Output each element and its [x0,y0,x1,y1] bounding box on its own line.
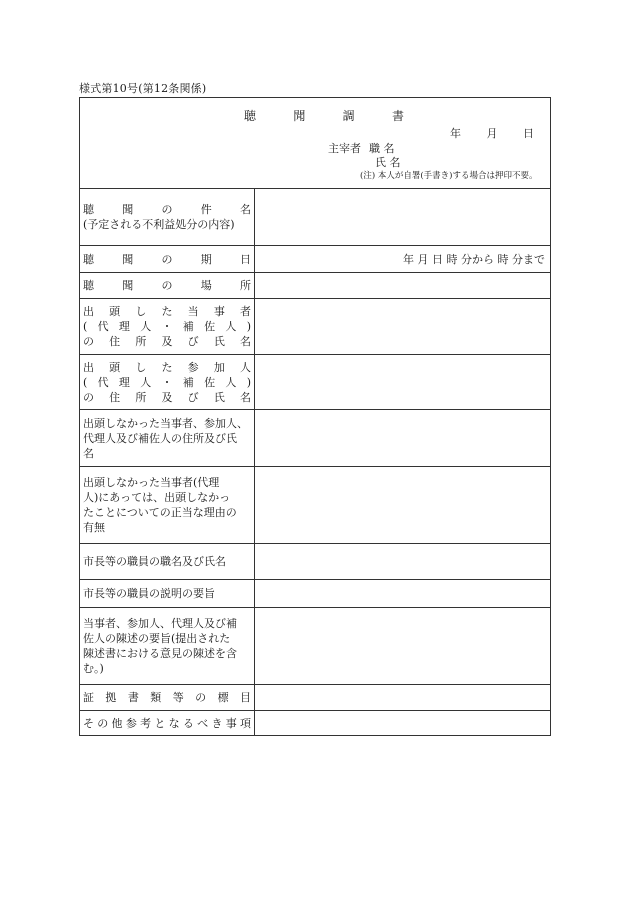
row-value[interactable] [255,467,550,543]
row-value[interactable] [255,685,550,710]
row-label-line: 名 [83,446,94,460]
row-label-line: む。) [83,662,104,675]
row-value[interactable] [255,299,550,354]
form-number-label: 様式第10号(第12条関係) [79,82,207,95]
row-value[interactable] [255,410,550,466]
table-row [80,608,550,685]
row-label-line: 出頭した参加人 [83,360,251,374]
presider-post-label: 職 名 [369,142,395,155]
row-label [80,355,255,409]
row-label [80,580,255,607]
row-label [80,685,255,710]
table-row [80,355,550,410]
table-row [80,273,550,299]
row-label-line: 市長等の職員の説明の要旨 [83,587,215,600]
row-label-line: 聴聞の期日 [83,252,251,266]
row-label-line: たことについての正当な理由の [83,506,237,519]
row-value[interactable] [255,580,550,607]
row-label-line: (予定される不利益処分の内容) [83,218,235,231]
row-label-line: 当事者、参加人、代理人及び補 [83,617,237,630]
row-label [80,273,255,298]
row-value[interactable] [255,544,550,579]
hearing-date-value[interactable]: 年 月 日 時 分から 時 分まで [403,253,545,266]
presider-name-label: 氏 名 [375,156,401,169]
row-value[interactable] [255,273,550,298]
row-label [80,410,255,466]
document-title: 聴聞調書 [244,109,404,123]
row-label [80,608,255,684]
row-label-line: 市長等の職員の職名及び氏名 [83,555,226,568]
table-row [80,685,550,711]
row-label-line: 佐人の陳述の要旨(提出された [83,632,231,645]
form-rows [80,189,550,736]
table-row [80,189,550,246]
row-label-line: 陳述書における意見の陳述を含 [83,647,237,660]
date-line: 年月日 [450,127,534,140]
table-row [80,246,550,273]
row-value[interactable] [255,711,550,736]
row-value[interactable] [255,608,550,684]
form-header [80,98,550,189]
row-label-line: 聴聞の場所 [83,279,251,292]
seal-note: (注) 本人が自署(手書き)する場合は押印不要。 [360,171,538,181]
table-row [80,299,550,355]
table-row [80,467,550,544]
row-label-line: 出頭した当事者 [83,305,251,318]
row-value[interactable] [255,189,550,245]
table-row [80,711,550,736]
row-label [80,467,255,543]
row-label-line: (代理人・補佐人) [83,320,251,333]
hearing-record-form [79,97,551,736]
table-row [80,410,550,467]
row-label [80,246,255,272]
row-label-line: 有無 [83,521,105,534]
row-label-line: 代理人及び補佐人の住所及び氏 [83,431,237,445]
table-row [80,544,550,580]
row-label [80,711,255,736]
row-label [80,299,255,354]
row-label-line: 人)にあっては、出頭しなかっ [83,491,231,504]
row-label-line: の住所及び氏名 [83,335,251,348]
row-label-line: その他参考となるべき事項 [83,717,251,730]
row-label-line: 出頭しなかった当事者、参加人、 [83,416,248,430]
presider-role: 主宰者 [328,142,361,155]
table-row [80,580,550,608]
row-label [80,189,255,245]
row-label-line: 出頭しなかった当事者(代理 [83,476,220,489]
row-label-line: 証拠書類等の標目 [83,691,251,704]
row-label [80,544,255,579]
row-label-line: の住所及び氏名 [83,390,251,404]
row-label-line: (代理人・補佐人) [83,375,251,389]
row-value[interactable] [255,355,550,409]
row-label-line: 聴聞の件名 [83,203,251,216]
